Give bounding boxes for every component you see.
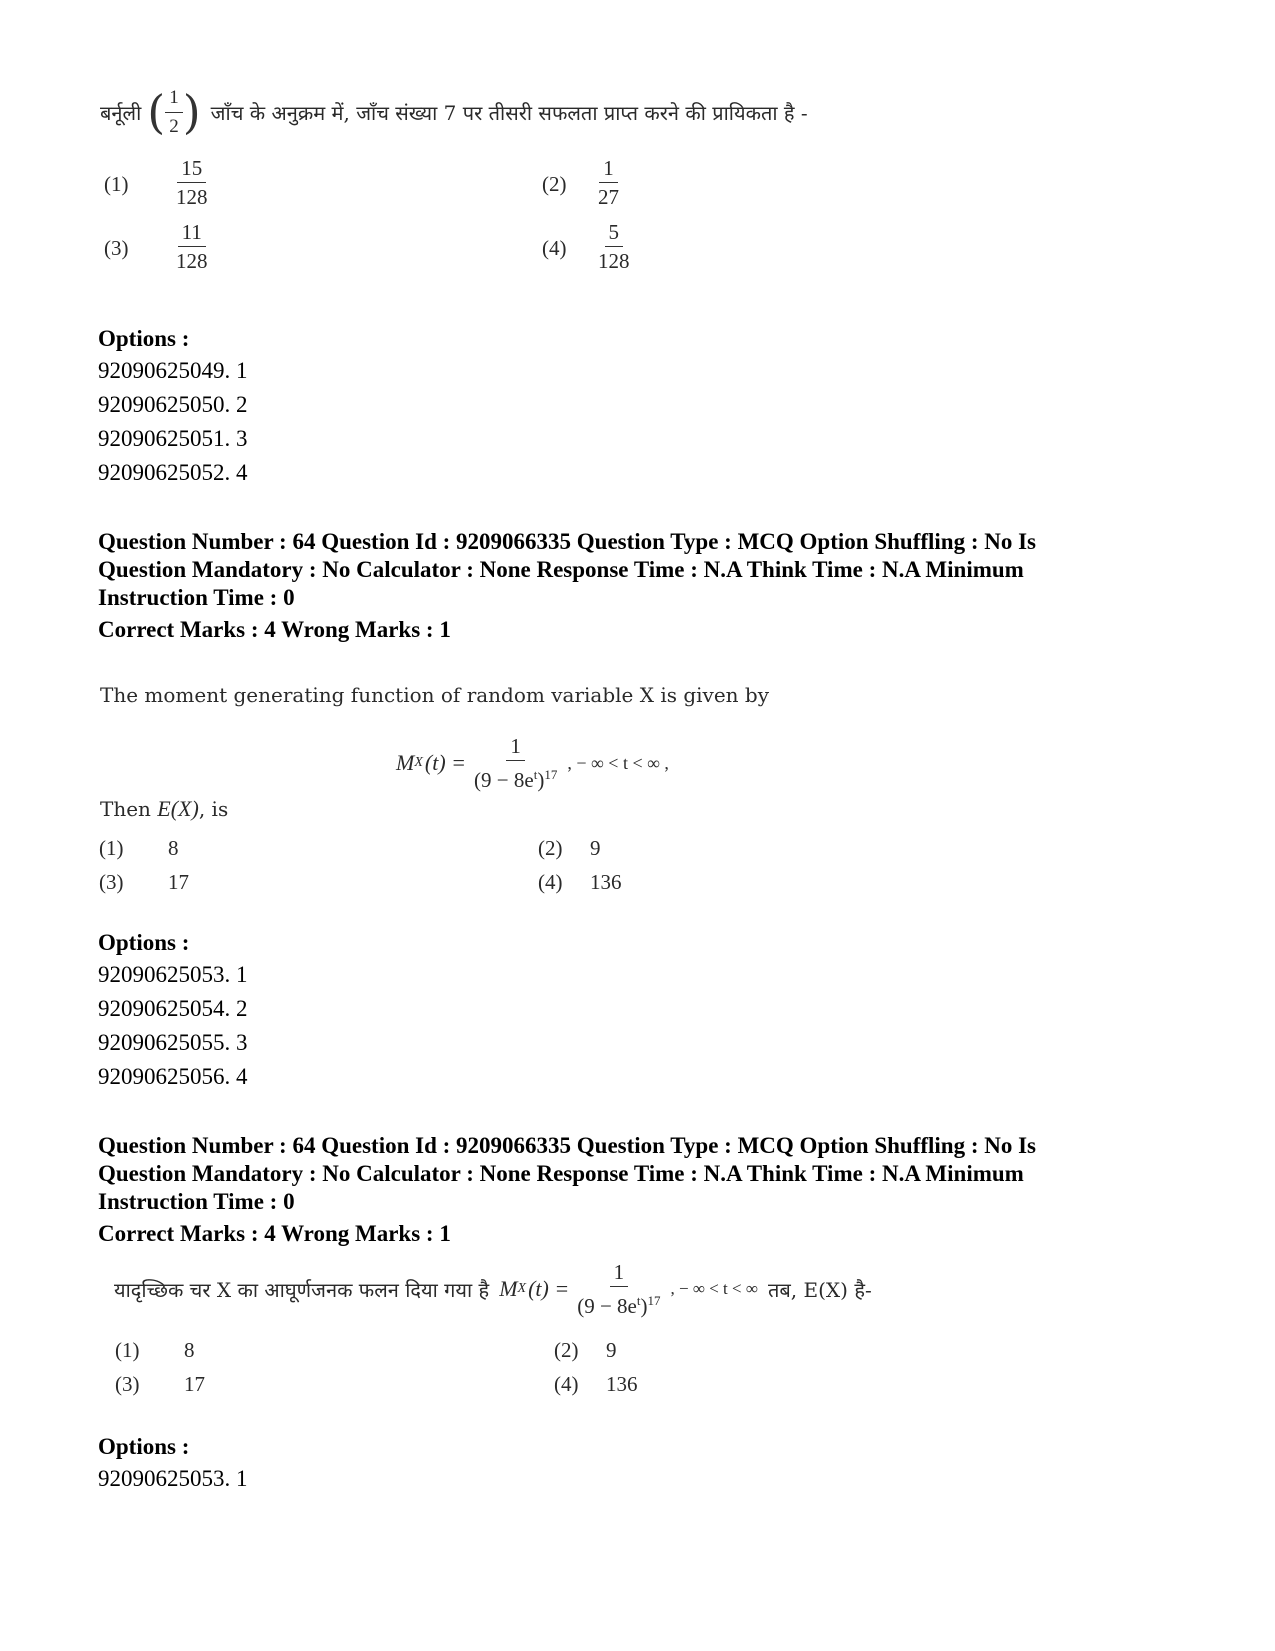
choice-1-value: 8 (184, 1338, 195, 1362)
hindi-question-tail: तब, E(X) है- (767, 1277, 872, 1302)
choice-2-value (594, 156, 623, 209)
den-power: 17 (647, 1293, 661, 1308)
choice-4-value (594, 220, 634, 273)
mgf-symbol: M (499, 1276, 518, 1301)
mgf-range: , − ∞ < t < ∞ , (567, 752, 669, 773)
choice-label: (3) (99, 870, 124, 894)
den-close: ) (537, 768, 545, 792)
choice-label: (4) (554, 1372, 579, 1396)
options-title: Options : (98, 326, 190, 351)
frac-numerator: 1 (165, 86, 183, 113)
choice-label: (2) (538, 836, 563, 860)
choice-1-value (172, 156, 212, 209)
option-item: 92090625049. 1 (98, 358, 248, 383)
choice-4-value: 136 (606, 1372, 638, 1396)
option-item: 92090625052. 4 (98, 460, 248, 485)
frac-denominator (573, 1287, 664, 1318)
expectation: E(X) (157, 796, 199, 821)
is-word: , is (198, 797, 229, 821)
mgf-fraction (573, 1260, 664, 1318)
options-list (98, 354, 248, 490)
option-item: 92090625056. 4 (98, 1064, 248, 1089)
choice-label: (1) (99, 836, 124, 860)
frac-numerator: 11 (178, 220, 206, 247)
then-line (100, 796, 228, 822)
question-64-intro: The moment generating function of random variable X is given by (100, 683, 770, 707)
frac-denominator: 128 (598, 249, 630, 273)
mgf-fraction (470, 734, 561, 792)
choice-2-value: 9 (606, 1338, 617, 1362)
choice-label: (1) (104, 172, 129, 196)
option-item: 92090625050. 2 (98, 392, 248, 417)
option-item: 92090625053. 1 (98, 1466, 248, 1491)
choice-label: (4) (538, 870, 563, 894)
option-item: 92090625054. 2 (98, 996, 248, 1021)
choice-label: (1) (115, 1338, 140, 1362)
choice-2-value: 9 (590, 836, 601, 860)
den-exp: t (533, 767, 538, 782)
options-list (98, 1462, 248, 1496)
right-paren: ) (182, 85, 201, 139)
mgf-argument: (t) = (528, 1276, 570, 1301)
den-base: (9 − 8e (474, 768, 534, 792)
choice-4-value: 136 (590, 870, 622, 894)
choice-label: (4) (542, 236, 567, 260)
mgf-argument: (t) = (424, 750, 467, 775)
choice-label: (2) (542, 172, 567, 196)
marks-line: Correct Marks : 4 Wrong Marks : 1 (98, 1221, 451, 1246)
marks-line: Correct Marks : 4 Wrong Marks : 1 (98, 617, 451, 642)
choice-label: (3) (104, 236, 129, 260)
choice-label: (3) (115, 1372, 140, 1396)
q63-text-before: बर्नूली (100, 100, 142, 125)
den-close: ) (640, 1294, 648, 1318)
choice-label: (2) (554, 1338, 579, 1362)
hindi-question-text: यादृच्छिक चर X का आघूर्णजनक फलन दिया गया है (114, 1277, 490, 1302)
frac-numerator: 1 (506, 734, 525, 761)
header-line: Question Number : 64 Question Id : 9209066335 Question Type : MCQ Option Shuffling : No Is (98, 1133, 1037, 1158)
mgf-range: , − ∞ < t < ∞ (670, 1279, 758, 1298)
frac-numerator: 5 (605, 220, 624, 247)
left-paren: ( (147, 85, 166, 139)
option-item: 92090625055. 3 (98, 1030, 248, 1055)
den-power: 17 (544, 767, 558, 782)
mgf-equation (396, 734, 669, 792)
choice-3-value: 17 (184, 1372, 205, 1396)
header-line: Question Number : 64 Question Id : 9209066335 Question Type : MCQ Option Shuffling : No Is (98, 529, 1037, 554)
frac-numerator: 1 (599, 156, 618, 183)
question-64-hindi-text (114, 1260, 872, 1318)
choice-3-value: 17 (168, 870, 189, 894)
frac-denominator (470, 761, 561, 792)
choice-3-value (172, 220, 212, 273)
frac-denominator: 128 (176, 185, 208, 209)
header-line: Question Mandatory : No Calculator : None Response Time : N.A Think Time : N.A Minimum (98, 557, 1024, 582)
frac-numerator: 15 (177, 156, 206, 183)
question-header (98, 1132, 1188, 1216)
option-item: 92090625051. 3 (98, 426, 248, 451)
options-list (98, 958, 248, 1094)
q63-text-after: जाँच के अनुक्रम में, जाँच संख्या 7 पर तीसरी सफलता प्राप्त करने की प्रायिकता है - (210, 100, 808, 125)
choice-1-value: 8 (168, 836, 179, 860)
option-item: 92090625053. 1 (98, 962, 248, 987)
then-word: Then (100, 797, 151, 821)
mgf-subscript: X (517, 1281, 527, 1296)
frac-denominator: 27 (598, 185, 619, 209)
mgf-symbol: M (396, 750, 415, 775)
header-line: Question Mandatory : No Calculator : None Response Time : N.A Think Time : N.A Minimum (98, 1161, 1024, 1186)
den-base: (9 − 8e (577, 1294, 637, 1318)
frac-denominator: 2 (169, 115, 179, 137)
frac-denominator: 128 (176, 249, 208, 273)
mgf-subscript: X (414, 755, 423, 770)
header-line: Instruction Time : 0 (98, 585, 295, 610)
q63-fraction (165, 86, 183, 139)
question-63-hindi-text (100, 84, 808, 140)
question-header (98, 528, 1188, 612)
frac-numerator: 1 (610, 1260, 629, 1287)
options-title: Options : (98, 1434, 190, 1459)
header-line: Instruction Time : 0 (98, 1189, 295, 1214)
den-exp: t (636, 1293, 641, 1308)
options-title: Options : (98, 930, 190, 955)
